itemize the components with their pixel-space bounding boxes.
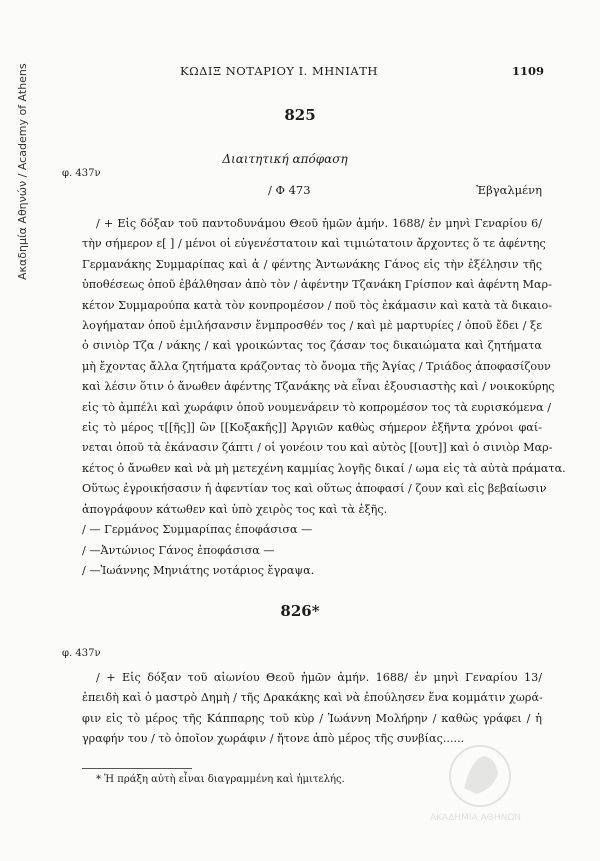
text-line: εἰς τὸ μέρος τ[[ῆς]] ὢν [[Κοξακῆς]] Ἀργιῶν καθὼς σήμερον ἐξῆντα χρόνοι φαί- xyxy=(82,421,542,435)
text-line: Οὕτως ἐγροικήσασιν ἡ ἀφεντίαν τος καὶ οὕτως ἀποφασί / ζουν καὶ εἰς βεβαίωσιν xyxy=(82,482,547,496)
side-watermark-text: Ακαδημία Αθηνών / Academy of Athens xyxy=(16,63,29,280)
text-line: ὑποθέσεως ὁποῦ ἐβάλθησαν ἀπὸ τὸν / ἀφέντην Τζανάκη Γρίσπον καὶ ἀφέντη Μαρ- xyxy=(82,278,552,292)
academy-stamp-watermark xyxy=(418,728,568,828)
footnote-rule xyxy=(82,768,192,769)
archive-reference: / Φ 473 xyxy=(268,183,311,197)
document-body-825 xyxy=(82,214,566,581)
text-line: ὁ σινιὸρ Τζα / νάκης / καὶ γροικώντας τος ζάσαν τος δικαιώματα καὶ ζητήματα xyxy=(82,339,542,353)
document-subtitle: Διαιτητική απόφαση xyxy=(222,152,348,166)
text-line: νεται ὁποῦ τὰ ἐκάνασιν ζάπτι / οἱ γονέοιν του καὶ αὐτὸς [[ουτ]] καὶ ὁ σινιὸρ Μαρ- xyxy=(82,441,553,455)
text-line: κέτος ὁ ἄνωθεν καὶ νὰ μὴ μετεχένη καμμίας λογῆς δικαί / ωμα εἰς τὰ αὐτὰ πράματα. xyxy=(82,461,566,475)
signature-line: / —Ἰωάννης Μηνιάτης νοτάριος ἔγραψα. xyxy=(82,563,315,577)
text-line: καὶ λέσιν ὅτιν ὁ ἄνωθεν ἀφέντης Τζανάκης νὰ εἶναι ἐξουσιαστὴς καὶ / νοικοκύρης xyxy=(82,380,555,394)
stamp-text: ΑΚΑΔΗΜΙΑ ΑΘΗΝΩΝ xyxy=(430,813,521,823)
folio-reference-826: φ. 437ν xyxy=(62,648,101,659)
text-line: ἐπειδὴ καὶ ὁ μαστρὸ Δημὴ / τῆς Δρακάκης καὶ νὰ ἐπούλησεν ἕνα κομμάτιν χωρά- xyxy=(82,691,543,705)
signature-line: / —Ἀντώνιος Γάνος ἐποφάσισα — xyxy=(82,543,275,557)
text-line: Γερμανάκης Συμμαρίπας καὶ ἀ / φέντης Ἀντωνάκης Γάνος εἰς τὴν ἐξέλησιν τῆς xyxy=(82,257,542,271)
running-head: ΚΩΔΙΞ ΝΟΤΑΡΙΟΥ Ι. ΜΗΝΙΑΤΗ xyxy=(180,64,378,78)
document-number-825: 825 xyxy=(284,106,316,124)
text-line: μὴ ἔχοντας ἄλλα ζητήματα κράζοντας τὸ ὄνομα τῆς Ἁγίας / Τριάδος ἀποφασίζουν xyxy=(82,359,551,373)
document-status: Ἐβγαλμένη xyxy=(476,183,542,197)
signature-line: / — Γερμάνος Συμμαρίπας ἐποφάσισα — xyxy=(82,523,313,537)
text-line: εἰς τὸ ἀμπέλι καὶ χωράφιν ὁποῦ νουμενάρειν τὸ κοπρομέσον τος τὰ ευρισκόμενα / xyxy=(82,400,552,414)
text-line: λογήματαν ὁποῦ ἐμιλήσανσιν ἔνμπροσθέν τος / καὶ μὲ μαρτυρίες / ὁποῦ ἔδει / ξε xyxy=(82,319,542,333)
text-line: γραφήν του / τὸ ὁποῖον χωράφιν / ἤτονε ἀπὸ μέρος τῆς συνβίας...... xyxy=(82,732,465,746)
text-line: ἀπογράφουν κάτωθεν καὶ ὑπὸ χειρὸς τος καὶ τὰ ἑξῆς. xyxy=(82,502,388,516)
text-line: / + Εἰς δόξαν τοῦ παντοδυνάμου Θεοῦ ἡμῶν ἀμήν. 1688/ ἐν μηνὶ Γεναρίου 6/ xyxy=(96,217,542,230)
text-line: τὴν σήμερον ε[ ] / μένοι οἱ εὐγενέστατοιν καὶ τιμιώτατοιν ἄρχοντες ὅ τε ἀφέντης xyxy=(82,237,546,251)
document-number-826: 826* xyxy=(280,602,320,620)
page-number: 1109 xyxy=(511,64,544,78)
text-line: φιν εἰς τὸ μέρος τῆς Κάππαρης τοῦ κὺρ / Ἰωάννη Μολήρην / καθὼς γράφει / ἡ xyxy=(82,711,542,725)
text-line: κέτον Συμμαρούπα κατὰ τὸν κονπρομέσον / ποῦ τὸς ἐκάμασιν καὶ κατὰ τὰ δικαιο- xyxy=(82,298,553,312)
footnote: * Ἡ πράξη αὐτὴ εἶναι διαγραμμένη καὶ ἡμιτελής. xyxy=(96,774,345,785)
text-line: / + Εἰς δόξαν τοῦ αἰωνίου Θεοῦ ἡμῶν ἀμήν. 1688/ ἐν μηνὶ Γεναρίου 13/ xyxy=(96,671,542,684)
folio-reference-825: φ. 437ν xyxy=(62,168,101,179)
